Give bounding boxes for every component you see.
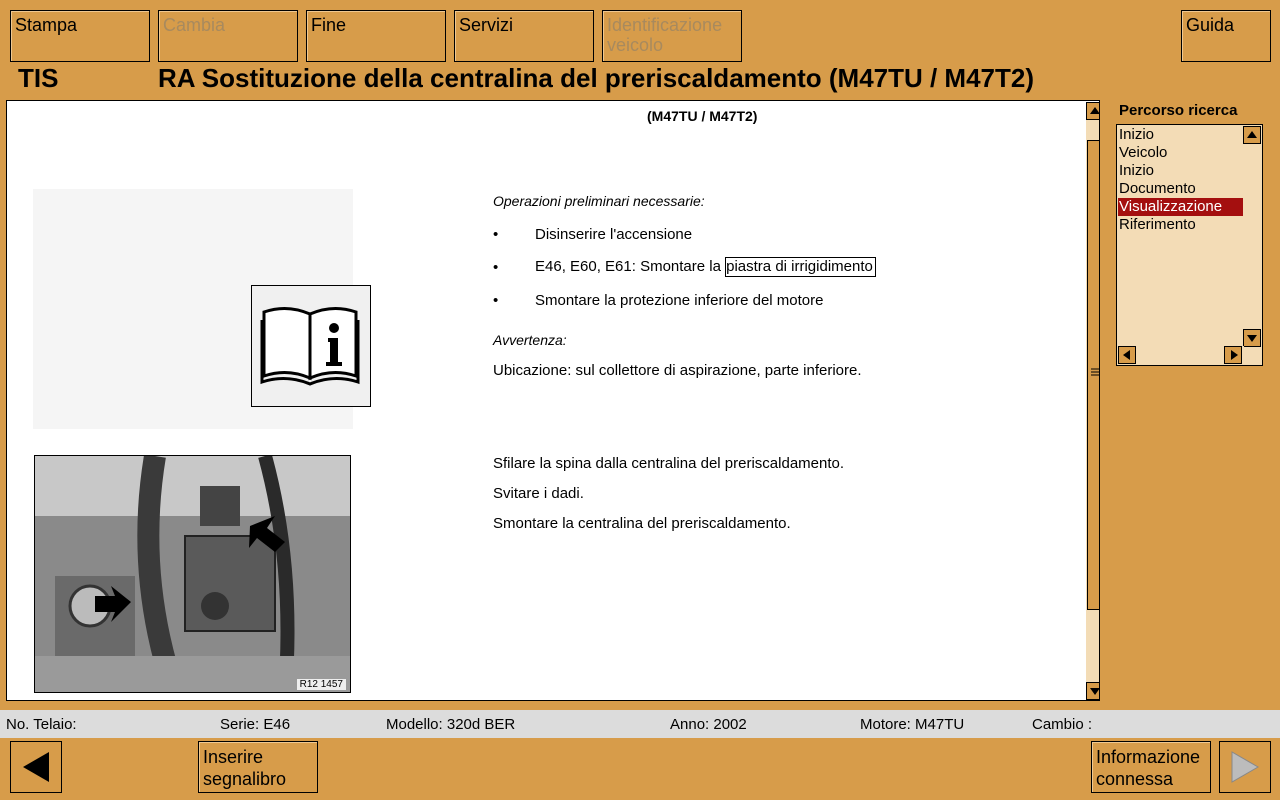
anno-field: Anno: 2002	[670, 716, 747, 733]
path-item-veicolo[interactable]: Veicolo	[1119, 144, 1168, 161]
warning-heading: Avvertenza:	[493, 332, 567, 348]
search-path-list[interactable]	[1116, 124, 1263, 366]
bullet-icon: •	[493, 259, 499, 276]
document-view	[6, 100, 1100, 701]
image-code: R12 1457	[297, 679, 346, 690]
modello-field: Modello: 320d BER	[386, 716, 516, 733]
scroll-thumb[interactable]	[1087, 140, 1100, 610]
motore-field: Motore: M47TU	[860, 716, 965, 733]
cambio-field: Cambio :	[1032, 716, 1093, 733]
list-scroll-down-button[interactable]	[1243, 329, 1261, 347]
search-path-title: Percorso ricerca	[1119, 102, 1238, 119]
app-label: TIS	[18, 63, 59, 93]
guida-button[interactable]: Guida	[1181, 10, 1271, 62]
page-title: RA Sostituzione della centralina del preriscaldamento (M47TU / M47T2)	[158, 63, 1035, 93]
location-text: Ubicazione: sul collettore di aspirazione, parte inferiore.	[493, 362, 862, 379]
document-subtitle: (M47TU / M47T2)	[647, 108, 758, 124]
engine-photo	[34, 455, 351, 693]
path-item-visualizzazione[interactable]: Visualizzazione	[1118, 198, 1243, 216]
info-illustration	[33, 189, 353, 429]
step-3: Smontare la centralina del preriscaldamento.	[493, 515, 791, 532]
telaio-field: No. Telaio:	[6, 716, 77, 733]
bullet-icon: •	[493, 226, 499, 243]
list-scroll-right-button[interactable]	[1224, 346, 1242, 364]
prelim-heading: Operazioni preliminari necessarie:	[493, 193, 705, 209]
path-item-riferimento[interactable]: Riferimento	[1119, 216, 1196, 233]
back-button[interactable]	[10, 741, 62, 793]
serie-field: Serie: E46	[220, 716, 291, 733]
servizi-button[interactable]: Servizi	[454, 10, 594, 62]
inserire-segnalibro-button[interactable]: Inserire segnalibro	[198, 741, 318, 793]
bullet-icon: •	[493, 292, 499, 309]
step-bullet-3: Smontare la protezione inferiore del motore	[535, 292, 824, 309]
list-horizontal-scrollbar[interactable]	[1118, 346, 1244, 364]
left-arrow-icon	[21, 750, 51, 784]
list-scroll-up-button[interactable]	[1243, 126, 1261, 144]
scroll-down-button[interactable]	[1086, 682, 1100, 700]
fine-button[interactable]: Fine	[306, 10, 446, 62]
path-item-inizio[interactable]: Inizio	[1119, 126, 1155, 143]
path-item-documento[interactable]: Documento	[1119, 180, 1196, 197]
scroll-up-button[interactable]	[1086, 102, 1100, 120]
step-1: Sfilare la spina dalla centralina del preriscaldamento.	[493, 455, 845, 472]
piastra-link[interactable]: piastra di irrigidimento	[725, 257, 876, 277]
identificazione-veicolo-button[interactable]: Identificazione veicolo	[602, 10, 742, 62]
step-bullet-2-text: E46, E60, E61: Smontare la	[535, 258, 726, 275]
step-bullet-2	[535, 258, 876, 275]
vehicle-status-bar	[0, 710, 1280, 738]
step-2: Svitare i dadi.	[493, 485, 584, 502]
cambia-button[interactable]: Cambia	[158, 10, 298, 62]
stampa-button[interactable]: Stampa	[10, 10, 150, 62]
forward-button[interactable]	[1219, 741, 1271, 793]
list-vertical-scrollbar[interactable]	[1243, 126, 1261, 348]
list-scroll-left-button[interactable]	[1118, 346, 1136, 364]
step-bullet-1: Disinserire l'accensione	[535, 226, 693, 243]
right-arrow-icon	[1230, 750, 1260, 784]
info-manual-icon	[251, 285, 371, 407]
document-scrollbar[interactable]	[1086, 102, 1100, 700]
path-item-inizio-2[interactable]: Inizio	[1119, 162, 1155, 179]
informazione-connessa-button[interactable]: Informazione connessa	[1091, 741, 1211, 793]
